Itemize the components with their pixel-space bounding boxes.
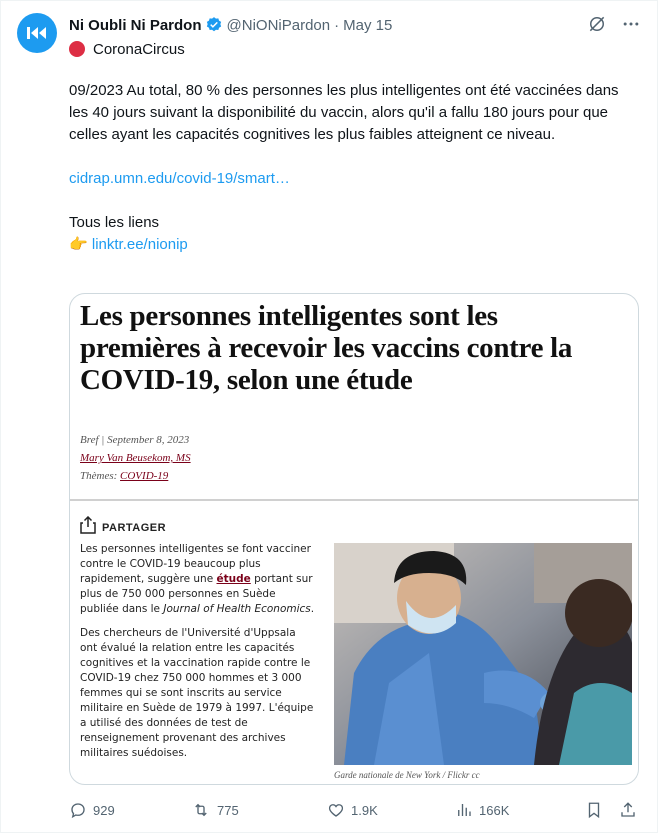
tweet-actions [69, 798, 643, 822]
themes-value: COVID-19 [120, 470, 169, 482]
author-handle[interactable]: @NiONiPardon [226, 16, 331, 34]
like-count: 1.9K [351, 802, 378, 818]
article-title: Les personnes intelligentes sont les premières à recevoir les vaccins contre la COVID-19, selon une étude [80, 300, 573, 396]
tweet-text [69, 80, 639, 256]
author-subtitle-text: CoronaCircus [93, 40, 185, 58]
article-meta [80, 434, 189, 446]
links-label: Tous les liens [69, 214, 160, 231]
avatar[interactable] [17, 13, 57, 53]
article-meta-separator: | [101, 434, 105, 446]
photo-caption: Garde nationale de New York / Flickr cc [334, 770, 480, 780]
repost-icon [191, 801, 211, 819]
article-type: Bref [80, 434, 99, 446]
article-body [80, 542, 316, 770]
grok-icon[interactable] [587, 14, 607, 34]
author-subtitle [69, 38, 185, 60]
tweet-paragraph: 09/2023 Au total, 80 % des personnes les plus intelligentes ont été vaccinées dans les 40 jours suivant la disponibilité du vaccin, alors qu'il a fallu 180 jours pour que celles ayant les capacités cognitives les plus faibles atteignent ce niveau. [69, 82, 619, 143]
tweet-header [69, 14, 641, 36]
reply-count: 929 [93, 802, 115, 818]
verified-badge-icon [205, 16, 223, 34]
share-upload-icon [619, 801, 637, 819]
article-date: September 8, 2023 [107, 434, 190, 446]
views-button[interactable] [455, 798, 509, 822]
views-icon [455, 801, 473, 819]
bookmark-button[interactable] [585, 798, 609, 822]
article-divider [70, 499, 638, 501]
share-icon [80, 516, 96, 534]
like-button[interactable] [327, 798, 378, 822]
share-label: PARTAGER [102, 522, 167, 534]
view-count: 166K [479, 802, 510, 818]
study-link: étude [216, 573, 251, 585]
article-share [80, 516, 166, 534]
more-options-icon[interactable] [621, 14, 641, 34]
article-screenshot [70, 294, 638, 784]
tweet-link-linktree[interactable]: linktr.ee/nionip [91, 236, 188, 253]
tweet-link-cidrap[interactable]: cidrap.umn.edu/covid-19/smart… [69, 170, 290, 187]
article-themes [80, 470, 168, 482]
author-name[interactable]: Ni Oubli Ni Pardon [69, 16, 202, 34]
article-image-card[interactable] [69, 293, 639, 785]
themes-label: Thèmes: [80, 470, 118, 482]
journal-name: Journal of Health Economics [163, 603, 311, 615]
repost-button[interactable] [191, 798, 239, 822]
bookmark-icon [585, 801, 603, 819]
article-paragraph-1: Les personnes intelligentes se font vacciner contre le COVID-19 beaucoup plus rapidement, suggère une étude portant sur plus de 750 000 personnes en Suède publiée dans le Journal of Health Economics. [80, 543, 315, 615]
article-author: Mary Van Beusekom, MS [80, 452, 191, 464]
article-photo [334, 543, 632, 765]
reply-icon [69, 801, 87, 819]
repost-count: 775 [217, 802, 239, 818]
header-separator: · [334, 16, 340, 34]
red-circle-icon [69, 41, 85, 57]
heart-icon [327, 801, 345, 819]
reply-button[interactable] [69, 798, 115, 822]
header-actions [587, 14, 641, 34]
tweet-date[interactable]: May 15 [343, 16, 393, 34]
article-paragraph-2: Des chercheurs de l'Université d'Uppsala ont évalué la relation entre les capacités cognitives et la vaccination rapide contre le COVID-19 chez 750 000 hommes et 3 000 femmes qui se sont inscrits au service militaire en Suède de 1979 à 1997. L'équipe a utilisé des données de test de renseignement provenant des archives militaires suédoises. [80, 627, 314, 759]
pointing-hand-icon: 👉 [69, 236, 88, 253]
share-tweet-button[interactable] [619, 798, 643, 822]
avatar-logo-icon [26, 26, 48, 40]
